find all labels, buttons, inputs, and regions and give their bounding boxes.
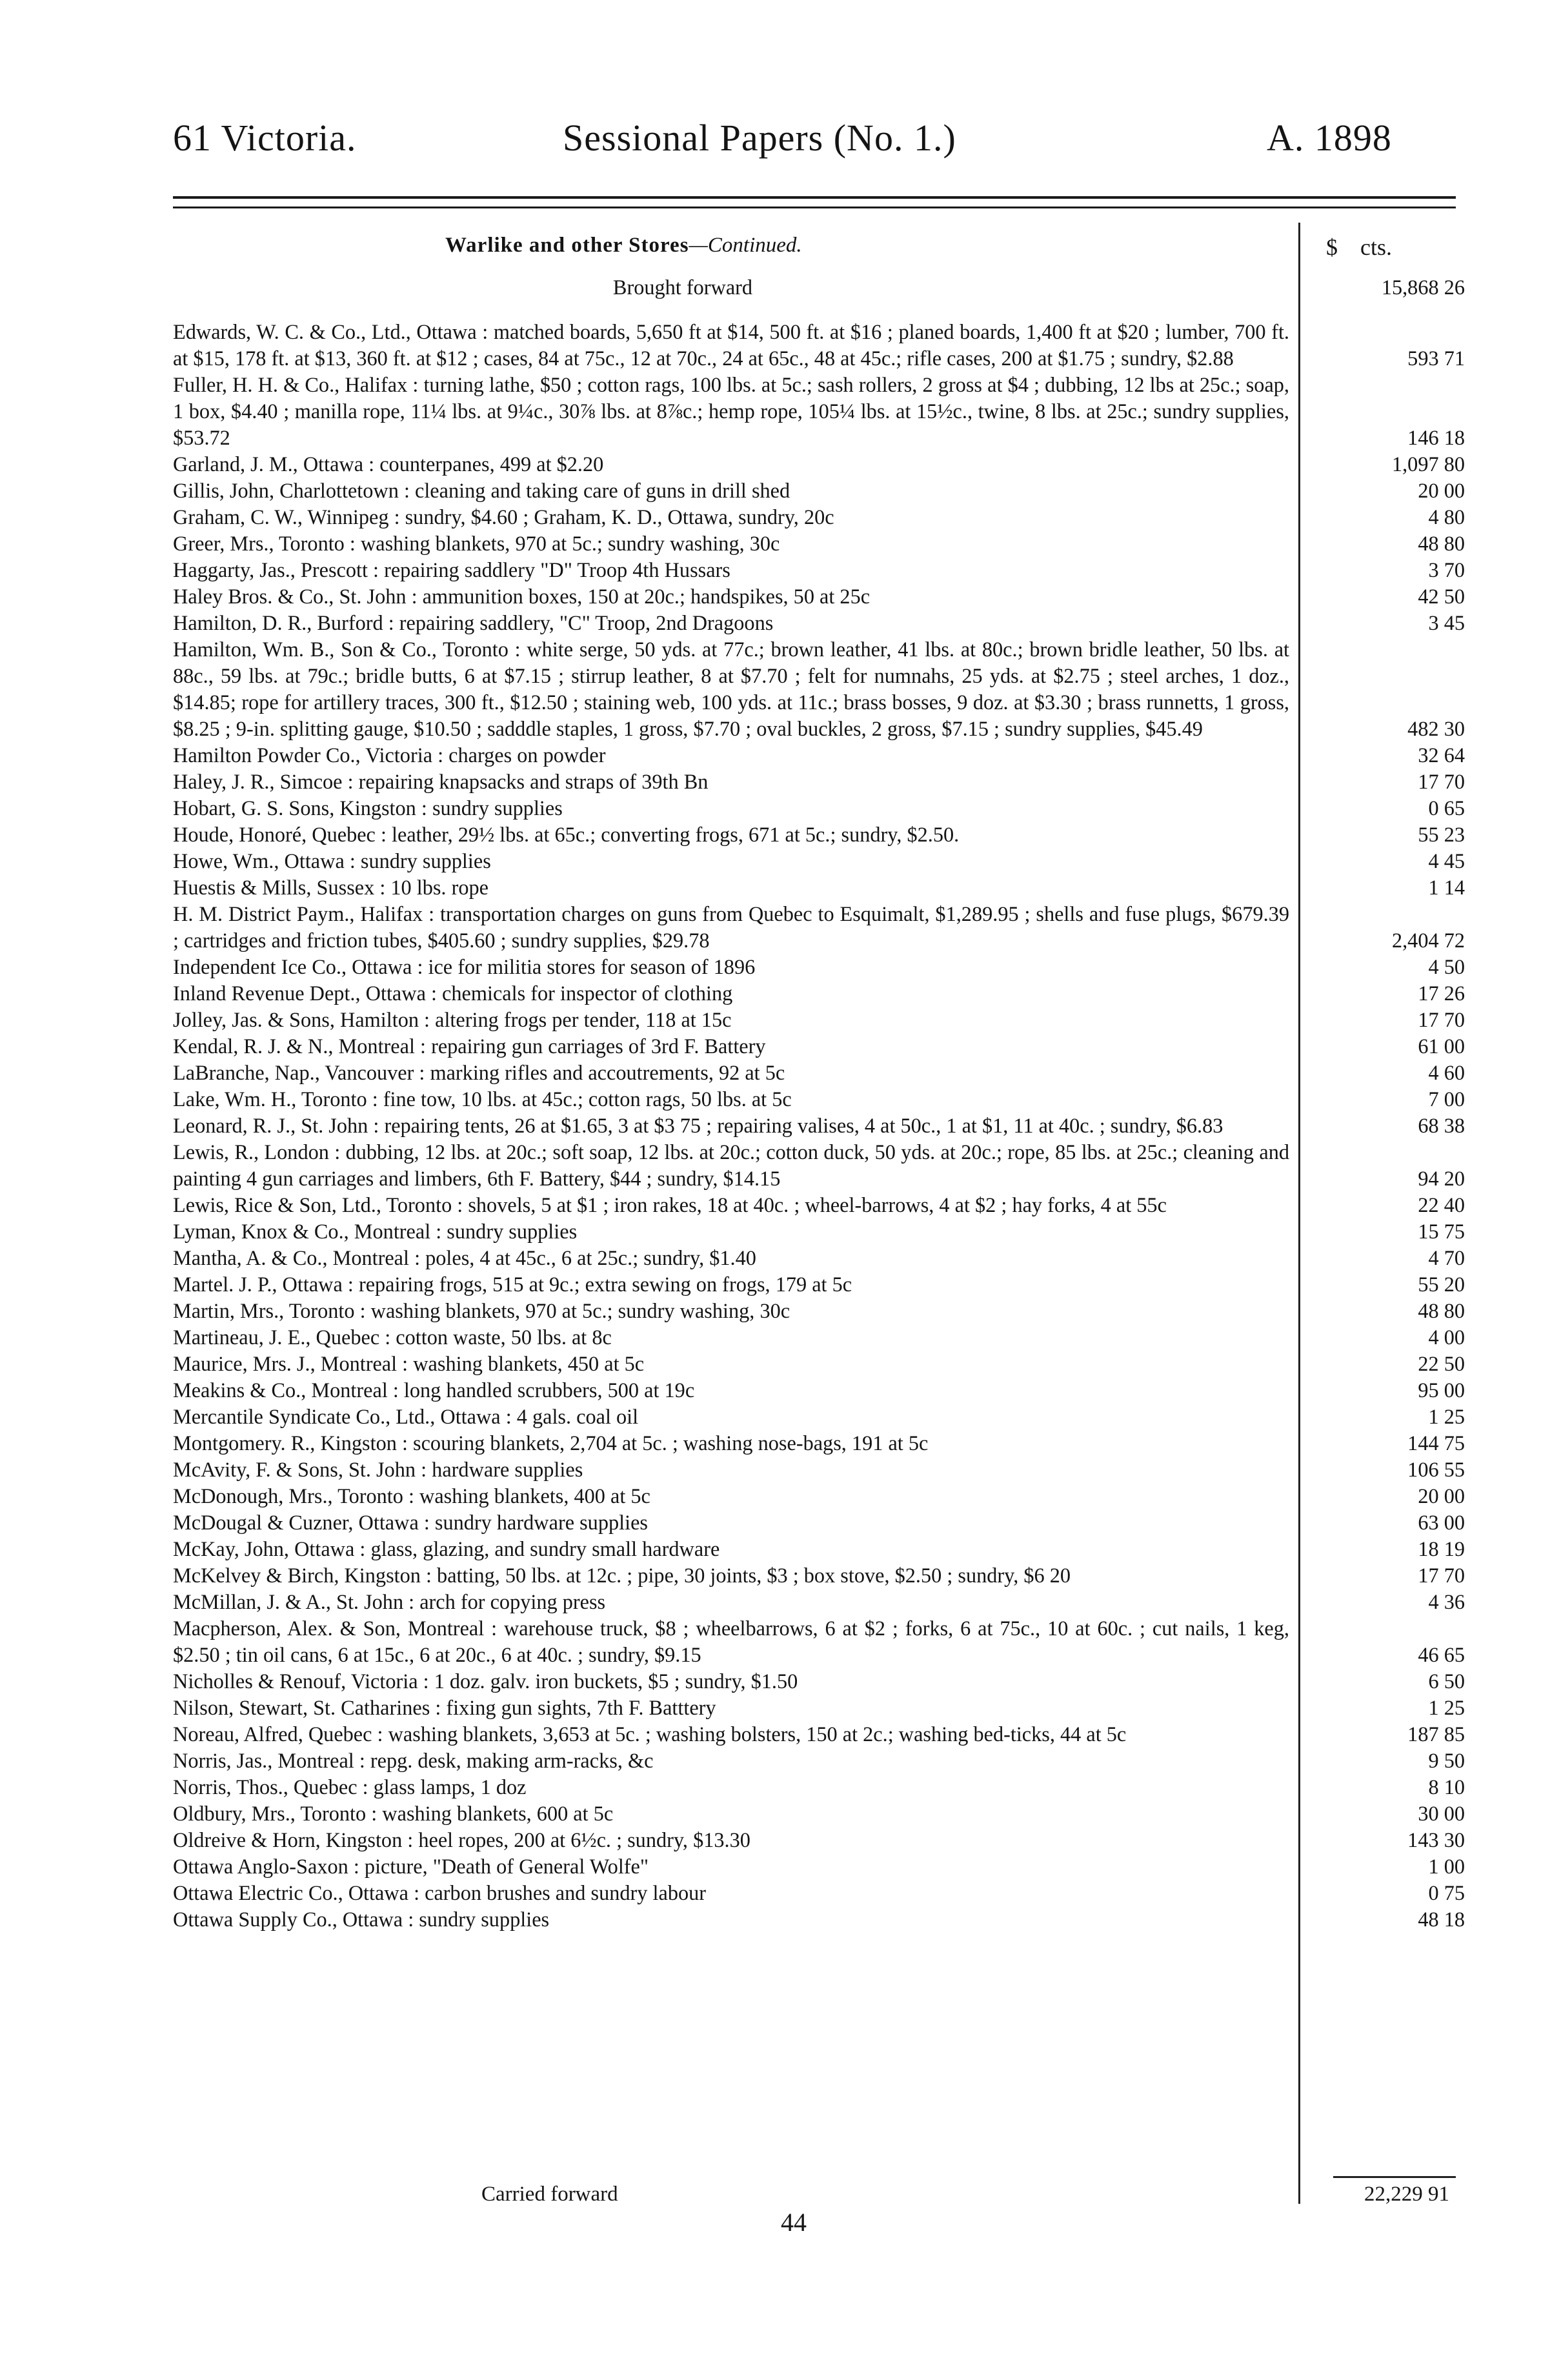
ledger-entry	[173, 1827, 1465, 1853]
entry-description: Norris, Jas., Montreal : repg. desk, making arm-racks, &c	[173, 1749, 654, 1772]
entry-amount: 144 75	[1407, 1431, 1465, 1455]
entry-description: Jolley, Jas. & Sons, Hamilton : altering frogs per tender, 118 at 15c	[173, 1008, 732, 1031]
entry-description: Meakins & Co., Montreal : long handled scrubbers, 500 at 19c	[173, 1378, 695, 1402]
entry-amount: 4 70	[1428, 1246, 1465, 1269]
entry-amount: 482 30	[1407, 717, 1465, 740]
entry-amount: 63 00	[1418, 1511, 1465, 1534]
ledger-entry	[173, 1192, 1465, 1218]
entry-amount: 17 26	[1418, 982, 1465, 1005]
ledger-entry	[173, 848, 1465, 874]
ledger-entry	[173, 1404, 1465, 1430]
ledger-entry	[173, 1562, 1465, 1589]
ledger-entry	[173, 1748, 1465, 1774]
ledger-entry	[173, 1457, 1465, 1483]
ledger-entry	[173, 1774, 1465, 1800]
ledger-entry	[173, 1880, 1465, 1906]
entry-description: Nilson, Stewart, St. Catharines : fixing gun sights, 7th F. Batttery	[173, 1696, 716, 1719]
ledger-entry	[173, 1589, 1465, 1615]
entry-amount: 32 64	[1418, 743, 1465, 767]
entry-description: Nicholles & Renouf, Victoria : 1 doz. galv. iron buckets, $5 ; sundry, $1.50	[173, 1669, 798, 1693]
entry-description: Lewis, R., London : dubbing, 12 lbs. at 20c.; soft soap, 12 lbs. at 20c.; cotton duck, 50 yds. at 20c.; rope, 85 lbs. at 25c.; cleaning and painting 4 gun carriages and limbers, 6th F. Battery, $44 ; sundry, $14.15	[173, 1140, 1289, 1190]
ledger-entry	[173, 1509, 1465, 1536]
ledger-entry	[173, 1430, 1465, 1457]
entry-amount: 7 00	[1428, 1087, 1465, 1111]
entry-description: McMillan, J. & A., St. John : arch for copying press	[173, 1590, 606, 1613]
amount-column-header	[1326, 234, 1455, 261]
ledger-entry	[173, 583, 1465, 610]
section-title	[445, 234, 802, 257]
entry-description: LaBranche, Nap., Vancouver : marking rifles and accoutrements, 92 at 5c	[173, 1061, 785, 1084]
entry-amount: 94 20	[1418, 1167, 1465, 1190]
section-title-continued: —Continued.	[689, 234, 802, 257]
entry-description: Oldreive & Horn, Kingston : heel ropes, 200 at 6½c. ; sundry, $13.30	[173, 1828, 750, 1851]
page-number: 44	[781, 2208, 807, 2237]
entry-description: Montgomery. R., Kingston : scouring blankets, 2,704 at 5c. ; washing nose-bags, 191 at 5c	[173, 1431, 929, 1455]
entry-description: H. M. District Paym., Halifax : transportation charges on guns from Quebec to Esquimalt, $1,289.95 ; shells and fuse plugs, $679.39 ; cartridges and friction tubes, $405.60 ; sundry supplies, $29.78	[173, 902, 1289, 952]
entry-description: Lake, Wm. H., Toronto : fine tow, 10 lbs. at 45c.; cotton rags, 50 lbs. at 5c	[173, 1087, 792, 1111]
ledger-entry	[173, 478, 1465, 504]
entry-amount: 15,868 26	[1381, 276, 1465, 299]
entry-description: Ottawa Supply Co., Ottawa : sundry supplies	[173, 1908, 550, 1931]
entry-description: Kendal, R. J. & N., Montreal : repairing gun carriages of 3rd F. Battery	[173, 1034, 766, 1058]
section-title-main: Warlike and other Stores	[445, 234, 689, 257]
entry-amount: 20 00	[1418, 1484, 1465, 1508]
entry-amount: 143 30	[1407, 1828, 1465, 1851]
ledger-entry	[173, 372, 1465, 451]
entry-description: Macpherson, Alex. & Son, Montreal : warehouse truck, $8 ; wheelbarrows, 6 at $2 ; forks, 6 at 75c., 10 at 60c. ; cut nails, 1 keg, $2.50 ; tin oil cans, 6 at 15c., 6 at 20c., 6 at 40c. ; sundry, $9.15	[173, 1617, 1289, 1666]
entry-description: Mantha, A. & Co., Montreal : poles, 4 at 45c., 6 at 25c.; sundry, $1.40	[173, 1246, 756, 1269]
entry-amount: 8 10	[1428, 1775, 1465, 1799]
ledger-entry	[173, 610, 1465, 636]
ledger-entry	[173, 1218, 1465, 1245]
entry-description: Fuller, H. H. & Co., Halifax : turning lathe, $50 ; cotton rags, 100 lbs. at 5c.; sash rollers, 2 gross at $4 ; dubbing, 12 lbs at 25c.; soap, 1 box, $4.40 ; manilla rope, 11¼ lbs. at 9¼c., 30⅞ lbs. at 8⅞c.; hemp rope, 105¼ lbs. at 15½c., twine, 8 lbs. at 25c.; sundry supplies, $53.72	[173, 373, 1289, 449]
session-header: 61 Victoria.	[173, 117, 357, 159]
entry-description: Independent Ice Co., Ottawa : ice for militia stores for season of 1896	[173, 955, 756, 978]
ledger-entry	[173, 742, 1465, 769]
entry-amount: 3 45	[1428, 611, 1465, 634]
entry-description: McDonough, Mrs., Toronto : washing blankets, 400 at 5c	[173, 1484, 650, 1508]
carried-forward-label: Carried forward	[481, 2183, 618, 2206]
ledger-entry	[173, 1668, 1465, 1695]
entry-amount: 1 00	[1428, 1855, 1465, 1878]
entry-description: Houde, Honoré, Quebec : leather, 29½ lbs. at 65c.; converting frogs, 671 at 5c.; sundry, $2.50.	[173, 823, 960, 846]
entry-amount: 4 60	[1428, 1061, 1465, 1084]
entry-description: Graham, C. W., Winnipeg : sundry, $4.60 ; Graham, K. D., Ottawa, sundry, 20c	[173, 505, 834, 529]
ledger-entry	[173, 1536, 1465, 1562]
entry-amount: 17 70	[1418, 1008, 1465, 1031]
ledger-entry	[173, 769, 1465, 795]
entry-amount: 146 18	[1407, 426, 1465, 449]
entry-description: Martin, Mrs., Toronto : washing blankets, 970 at 5c.; sundry washing, 30c	[173, 1299, 790, 1322]
ledger-entry	[173, 1721, 1465, 1748]
entry-amount: 1 25	[1428, 1405, 1465, 1428]
entry-amount: 17 70	[1418, 1564, 1465, 1587]
ledger-entry	[173, 1906, 1465, 1933]
entry-description: Huestis & Mills, Sussex : 10 lbs. rope	[173, 876, 488, 899]
entry-amount: 4 00	[1428, 1326, 1465, 1349]
ledger-entry	[173, 1483, 1465, 1509]
entry-amount: 1 14	[1428, 876, 1465, 899]
ledger-entry	[173, 636, 1465, 742]
ledger-entry	[173, 1007, 1465, 1033]
entry-amount: 106 55	[1407, 1458, 1465, 1481]
ledger-entry	[173, 822, 1465, 848]
ledger-entry	[173, 451, 1465, 478]
entry-amount: 42 50	[1418, 585, 1465, 608]
ledger-entry	[173, 1033, 1465, 1060]
ledger-entry	[173, 530, 1465, 557]
entry-amount: 4 45	[1428, 849, 1465, 872]
entry-description: McAvity, F. & Sons, St. John : hardware supplies	[173, 1458, 583, 1481]
entry-amount: 22 40	[1418, 1193, 1465, 1216]
ledger-entries	[173, 274, 1465, 1933]
entry-amount: 15 75	[1418, 1220, 1465, 1243]
ledger-entry	[173, 1060, 1465, 1086]
entry-description: Haley Bros. & Co., St. John : ammunition boxes, 150 at 20c.; handspikes, 50 at 25c	[173, 585, 871, 608]
entry-amount: 3 70	[1428, 558, 1465, 581]
entry-amount: 18 19	[1418, 1537, 1465, 1560]
entry-description: Howe, Wm., Ottawa : sundry supplies	[173, 849, 491, 872]
entry-description: Leonard, R. J., St. John : repairing tents, 26 at $1.65, 3 at $3 75 ; repairing valises, 4 at 50c., 1 at $1, 11 at 40c. ; sundry, $6.83	[173, 1114, 1223, 1137]
entry-description: Hamilton, Wm. B., Son & Co., Toronto : white serge, 50 yds. at 77c.; brown leather, 41 lbs. at 80c.; brown bridle leather, 50 lbs. at 88c., 59 lbs. at 79c.; bridle butts, 6 at $7.15 ; stirrup leather, 8 at $7.70 ; felt for numnahs, 25 yds. at $2.75 ; steel arches, 1 doz., $14.85; rope for artillery traces, 300 ft., $12.50 ; staining web, 100 yds. at 11c.; brass bosses, 9 doz. at $3.30 ; brass runnetts, 1 gross, $8.25 ; 9-in. splitting gauge, $10.50 ; sadddle staples, 1 gross, $7.70 ; oval buckles, 2 gross, $7.15 ; sundry supplies, $45.49	[173, 638, 1289, 740]
entry-amount: 9 50	[1428, 1749, 1465, 1772]
ledger-entry	[173, 1139, 1465, 1192]
entry-amount: 1,097 80	[1391, 452, 1465, 476]
entry-amount: 30 00	[1418, 1802, 1465, 1825]
ledger-entry	[173, 795, 1465, 822]
entry-description: Gillis, John, Charlottetown : cleaning and taking care of guns in drill shed	[173, 479, 790, 502]
ledger-entry	[173, 557, 1465, 583]
entry-amount: 187 85	[1407, 1722, 1465, 1746]
ledger-entry	[173, 1615, 1465, 1668]
ledger-entry	[173, 1086, 1465, 1113]
year-header: A. 1898	[1267, 117, 1392, 159]
entry-description: Hamilton, D. R., Burford : repairing saddlery, "C" Troop, 2nd Dragoons	[173, 611, 774, 634]
ledger-entry	[173, 1695, 1465, 1721]
entry-amount: 0 75	[1428, 1881, 1465, 1904]
entry-amount: 55 23	[1418, 823, 1465, 846]
entry-amount: 1 25	[1428, 1696, 1465, 1719]
entry-amount: 593 71	[1407, 347, 1465, 370]
entry-amount: 20 00	[1418, 479, 1465, 502]
ledger-entry	[173, 1853, 1465, 1880]
entry-description: Hobart, G. S. Sons, Kingston : sundry supplies	[173, 796, 563, 820]
cents-header: cts.	[1360, 234, 1392, 260]
entry-description: Norris, Thos., Quebec : glass lamps, 1 doz	[173, 1775, 527, 1799]
ledger-entry	[173, 874, 1465, 901]
ledger-entry	[173, 504, 1465, 530]
ledger-entry	[173, 980, 1465, 1007]
entry-description: Ottawa Anglo-Saxon : picture, "Death of General Wolfe"	[173, 1855, 649, 1878]
entry-amount: 48 80	[1418, 532, 1465, 555]
entry-amount: 46 65	[1418, 1643, 1465, 1666]
entry-amount: 68 38	[1418, 1114, 1465, 1137]
ledger-entry	[173, 1324, 1465, 1351]
entry-description: McKay, John, Ottawa : glass, glazing, and sundry small hardware	[173, 1537, 720, 1560]
entry-amount: 4 36	[1428, 1590, 1465, 1613]
entry-description: Brought forward	[612, 276, 753, 299]
entry-amount: 48 18	[1418, 1908, 1465, 1931]
ledger-entry	[173, 1298, 1465, 1324]
header-rule-thick	[173, 196, 1456, 199]
entry-description: Maurice, Mrs. J., Montreal : washing blankets, 450 at 5c	[173, 1352, 645, 1375]
entry-amount: 61 00	[1418, 1034, 1465, 1058]
entry-amount: 4 50	[1428, 955, 1465, 978]
entry-description: Martineau, J. E., Quebec : cotton waste, 50 lbs. at 8c	[173, 1326, 612, 1349]
entry-amount: 55 20	[1418, 1273, 1465, 1296]
ledger-entry	[173, 1800, 1465, 1827]
entry-description: Garland, J. M., Ottawa : counterpanes, 499 at $2.20	[173, 452, 604, 476]
entry-amount: 17 70	[1418, 770, 1465, 793]
header-rule-thin	[173, 207, 1456, 208]
brought-forward-row	[173, 274, 1465, 301]
entry-amount: 95 00	[1418, 1378, 1465, 1402]
entry-amount: 0 65	[1428, 796, 1465, 820]
ledger-entry	[173, 319, 1465, 372]
entry-description: Oldbury, Mrs., Toronto : washing blankets, 600 at 5c	[173, 1802, 614, 1825]
dollar-header: $	[1326, 234, 1338, 260]
ledger-entry	[173, 1271, 1465, 1298]
entry-description: Ottawa Electric Co., Ottawa : carbon brushes and sundry labour	[173, 1881, 707, 1904]
entry-amount: 6 50	[1428, 1669, 1465, 1693]
ledger-entry	[173, 1113, 1465, 1139]
entry-description: McKelvey & Birch, Kingston : batting, 50 lbs. at 12c. ; pipe, 30 joints, $3 ; box stove, $2.50 ; sundry, $6 20	[173, 1564, 1071, 1587]
ledger-entry	[173, 1245, 1465, 1271]
publication-header: Sessional Papers (No. 1.)	[563, 117, 956, 159]
entry-description: Greer, Mrs., Toronto : washing blankets, 970 at 5c.; sundry washing, 30c	[173, 532, 780, 555]
entry-description: Haggarty, Jas., Prescott : repairing saddlery "D" Troop 4th Hussars	[173, 558, 730, 581]
ledger-entry	[173, 901, 1465, 954]
entry-description: Martel. J. P., Ottawa : repairing frogs, 515 at 9c.; extra sewing on frogs, 179 at 5c	[173, 1273, 852, 1296]
entry-amount: 48 80	[1418, 1299, 1465, 1322]
entry-description: McDougal & Cuzner, Ottawa : sundry hardware supplies	[173, 1511, 648, 1534]
entry-amount: 4 80	[1428, 505, 1465, 529]
entry-description: Noreau, Alfred, Quebec : washing blankets, 3,653 at 5c. ; washing bolsters, 150 at 2c.; washing bed-ticks, 44 at 5c	[173, 1722, 1127, 1746]
carried-forward-amount: 22,229 91	[1364, 2183, 1449, 2206]
entry-description: Lewis, Rice & Son, Ltd., Toronto : shovels, 5 at $1 ; iron rakes, 18 at 40c. ; wheel-barrows, 4 at $2 ; hay forks, 4 at 55c	[173, 1193, 1167, 1216]
ledger-entry	[173, 1377, 1465, 1404]
entry-description: Haley, J. R., Simcoe : repairing knapsacks and straps of 39th Bn	[173, 770, 709, 793]
entry-description: Edwards, W. C. & Co., Ltd., Ottawa : matched boards, 5,650 ft at $14, 500 ft. at $16 ; planed boards, 1,400 ft at $20 ; lumber, 700 ft. at $15, 178 ft. at $13, 360 ft. at $12 ; cases, 84 at 75c., 12 at 70c., 24 at 65c., 48 at 45c.; rifle cases, 200 at $1.75 ; sundry, $2.88	[173, 320, 1289, 370]
ledger-entry	[173, 954, 1465, 980]
entry-description: Inland Revenue Dept., Ottawa : chemicals for inspector of clothing	[173, 982, 733, 1005]
entry-description: Lyman, Knox & Co., Montreal : sundry supplies	[173, 1220, 578, 1243]
ledger-entry	[173, 1351, 1465, 1377]
total-rule	[1333, 2176, 1456, 2178]
entry-amount: 2,404 72	[1391, 929, 1465, 952]
entry-amount: 22 50	[1418, 1352, 1465, 1375]
entry-description: Mercantile Syndicate Co., Ltd., Ottawa : 4 gals. coal oil	[173, 1405, 639, 1428]
entry-description: Hamilton Powder Co., Victoria : charges on powder	[173, 743, 606, 767]
